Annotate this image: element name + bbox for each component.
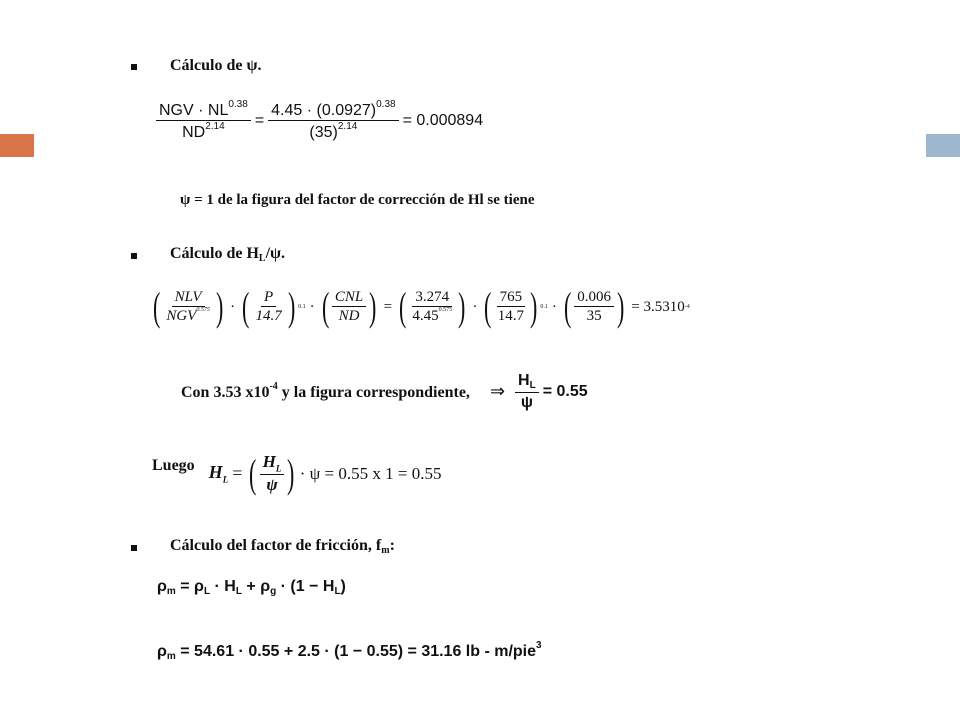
eq2-exp: 3 [536, 640, 542, 651]
eq1-b: · H [210, 578, 236, 595]
g2-den: 14.7 [497, 308, 525, 325]
heading-text: Cálculo de H [170, 245, 259, 262]
bullet-icon [131, 253, 137, 259]
rho-m-2: ρ [157, 643, 167, 660]
rho-m-result [157, 640, 542, 662]
right-accent-bar [926, 134, 960, 157]
hl-num-sub: L [529, 380, 536, 391]
eq1-a-sub: L [203, 586, 211, 597]
psi-equation: $\frac{NGV \cdot NL^{0.38}}{ND^{2.14}}$ = $\frac{4.45 \cdot (0.0927)^{0.38}}{(35)^{2.14}}$ = 0.000894 [156, 99, 483, 143]
hl-psi-result-exp: -4 [684, 304, 690, 310]
f3-den: ND [338, 308, 360, 325]
luego-lhs-sub: L [222, 474, 229, 485]
luego-rest: · ψ = 0.55 x 1 = 0.55 [299, 463, 442, 483]
luego-line: Luego $H_L$ = ( $\frac{H_L}{\psi}$ ) · ψ = 0.55 x 1 = 0.55 [152, 450, 442, 496]
eq1-b-sub: L [235, 586, 242, 597]
heading-sub: m [381, 545, 390, 556]
heading-text: Cálculo del factor de fricción, f [170, 537, 382, 554]
f3-num: CNL [332, 289, 366, 307]
luego-lhs: H [208, 462, 223, 483]
rho-m-formula [157, 578, 346, 597]
con-text-post: y la figura correspondiente, [277, 384, 470, 402]
section1-heading: Cálculo de ψ. [170, 57, 262, 74]
g1-num: 3.274 [412, 289, 452, 307]
rho-m: ρ [157, 578, 167, 595]
section3-heading [170, 537, 395, 556]
eq1-e: ) [340, 578, 346, 595]
eq-den-left-exp: 2.14 [205, 121, 225, 133]
luego-label: Luego [152, 456, 195, 474]
rho-m-sub: m [166, 586, 176, 597]
eq-num-left-exp: 0.38 [228, 99, 248, 110]
hl-result: = 0.55 [542, 382, 588, 400]
f1-num: NLV [172, 289, 205, 307]
g1-den: 4.45 [412, 308, 439, 325]
eq-result: = 0.000894 [402, 111, 484, 129]
bullet-icon [131, 545, 137, 551]
f1-den-exp: 0.575 [196, 307, 210, 314]
rho-m-2-sub: m [166, 651, 176, 662]
hl-psi-equation: ( $\frac{\text{NLV}}{NGV^{0.575}}$ ) · ( $\frac{P}{14.7}$ ) 0.1 · ( $\frac{\text{CNL}}{ND}$ ) = ( $\frac{3.274}{4.45^{0.575}}$ ) · ( $\frac{765}{14.7}$ ) 0.1 · ( $\frac{0.006}{35}$ ) = 3.5310 -4 [152, 284, 690, 329]
f2-num: P [261, 289, 276, 307]
heading-text-post: : [389, 537, 395, 554]
heading-text-post: /ψ. [265, 245, 286, 262]
eq-num-right-exp: 0.38 [376, 99, 396, 110]
heading-sub: L [258, 253, 266, 264]
eq-den-left: ND [182, 124, 206, 142]
g2-exp: 0.1 [540, 304, 548, 310]
hl-psi-result: = 3.5310 [631, 298, 685, 315]
eq-den-right: (35) [309, 124, 338, 142]
luego-frac-den: ψ [266, 474, 278, 494]
luego-frac-num-sub: L [275, 463, 282, 474]
f2-exp: 0.1 [298, 304, 306, 310]
con-exp: -4 [269, 381, 278, 393]
g3-den: 35 [586, 308, 602, 325]
eq1-d: · (1 − H [276, 578, 335, 595]
eq1-c: + ρ [241, 578, 271, 595]
con-text: Con 3.53 x10 [181, 384, 270, 402]
eq-num-right: 4.45 · (0.0927) [271, 102, 377, 119]
eq1-d-sub: L [334, 586, 341, 597]
eq-num-left: NGV · NL [159, 102, 229, 119]
left-accent-bar [0, 134, 34, 157]
section2-heading [170, 245, 285, 264]
implies-icon: ⇒ [489, 381, 506, 402]
psi-note: ψ = 1 de la figura del factor de corrección de Hl se tiene [180, 192, 535, 208]
hl-den: ψ [520, 393, 533, 411]
eq2-rhs: = 54.61 · 0.55 + 2.5 · (1 − 0.55) = 31.16 lb - m/pie [180, 643, 537, 660]
f1-den: NGV [166, 308, 197, 325]
g1-den-exp: 0.575 [438, 307, 453, 314]
bullet-icon [131, 64, 137, 70]
g2-num: 765 [497, 289, 526, 307]
eq1-c-sub: g [270, 586, 277, 597]
con-line [181, 372, 588, 412]
f2-den: 14.7 [255, 308, 282, 325]
hl-num: H [518, 372, 530, 389]
g3-num: 0.006 [574, 289, 614, 307]
eq1-a: = ρ [180, 578, 204, 595]
eq-den-right-exp: 2.14 [337, 121, 358, 133]
luego-frac-num: H [262, 452, 276, 471]
